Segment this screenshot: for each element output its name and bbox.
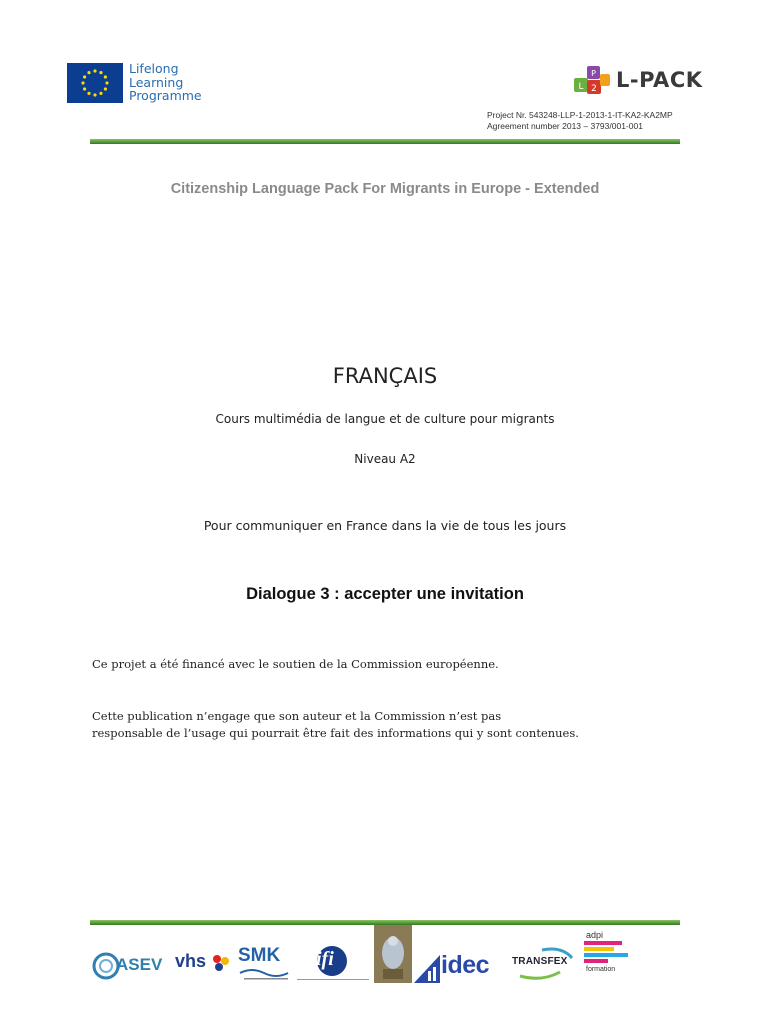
vhs-dots-icon: [211, 953, 231, 973]
project-info: [487, 110, 673, 131]
project-number: Project Nr. 543248-LLP-1-2013-1-IT-KA2-KA2MP: [487, 110, 673, 120]
disclaimer-line-1: Cette publication n’engage que son auteur et la Commission n’est pas: [92, 709, 502, 723]
disclaimer-line-2: responsable de l’usage qui pourrait être fait des informations qui y sont contenues.: [92, 726, 579, 740]
asev-logo: [92, 950, 162, 982]
lpack-cube-letter-p: P: [591, 69, 596, 78]
smk-wave-icon: [238, 967, 294, 983]
statue-icon: [374, 925, 412, 983]
smk-logo-text: SMK: [238, 945, 281, 966]
eu-flag-icon: [67, 63, 123, 103]
transfex-logo: [512, 946, 584, 982]
transfex-logo-text: TRANSFEX: [512, 956, 568, 967]
museum-partner-logo: [374, 925, 412, 983]
course-description: Cours multimédia de langue et de culture pour migrants: [215, 412, 555, 426]
document-subtitle: Citizenship Language Pack For Migrants in Europe - Extended: [170, 181, 600, 197]
vhs-logo: [175, 951, 233, 977]
level-label: Niveau A2: [354, 452, 416, 466]
idec-mark-icon: [414, 953, 440, 983]
adpi-logo: [584, 930, 636, 978]
idec-logo: [414, 953, 512, 983]
lpack-cube-icon: [573, 66, 613, 102]
lpack-cube-letter-2: 2: [591, 84, 597, 94]
lpack-logo: [573, 66, 708, 102]
lifelong-learning-programme-logo: [67, 63, 207, 105]
adpi-bars-icon: [584, 941, 634, 965]
document-title: FRANÇAIS: [332, 364, 438, 388]
ifi-logo: [297, 945, 369, 985]
purpose-statement: Pour communiquer en France dans la vie de tous les jours: [203, 518, 567, 533]
lpack-cube-letter-l: L: [578, 82, 584, 92]
adpi-formation-text: formation: [586, 966, 616, 973]
llp-logo-text: Lifelong Learning Programme: [129, 61, 202, 103]
adpi-logo-text: adpi: [586, 930, 604, 940]
agreement-number: Agreement number 2013 – 3793/001-001: [487, 120, 643, 131]
header-divider: [90, 139, 680, 144]
lpack-logo-text: L-PACK: [616, 68, 703, 92]
funding-note: Ce projet a été financé avec le soutien de la Commission européenne.: [92, 657, 499, 671]
dialogue-title: Dialogue 3 : accepter une invitation: [246, 585, 524, 603]
smk-logo: [238, 945, 294, 985]
ifi-logo-text: ifi: [316, 948, 334, 970]
asev-logo-text: ASEV: [116, 955, 163, 974]
vhs-logo-text: vhs: [175, 951, 207, 971]
idec-logo-text: idec: [441, 951, 490, 979]
